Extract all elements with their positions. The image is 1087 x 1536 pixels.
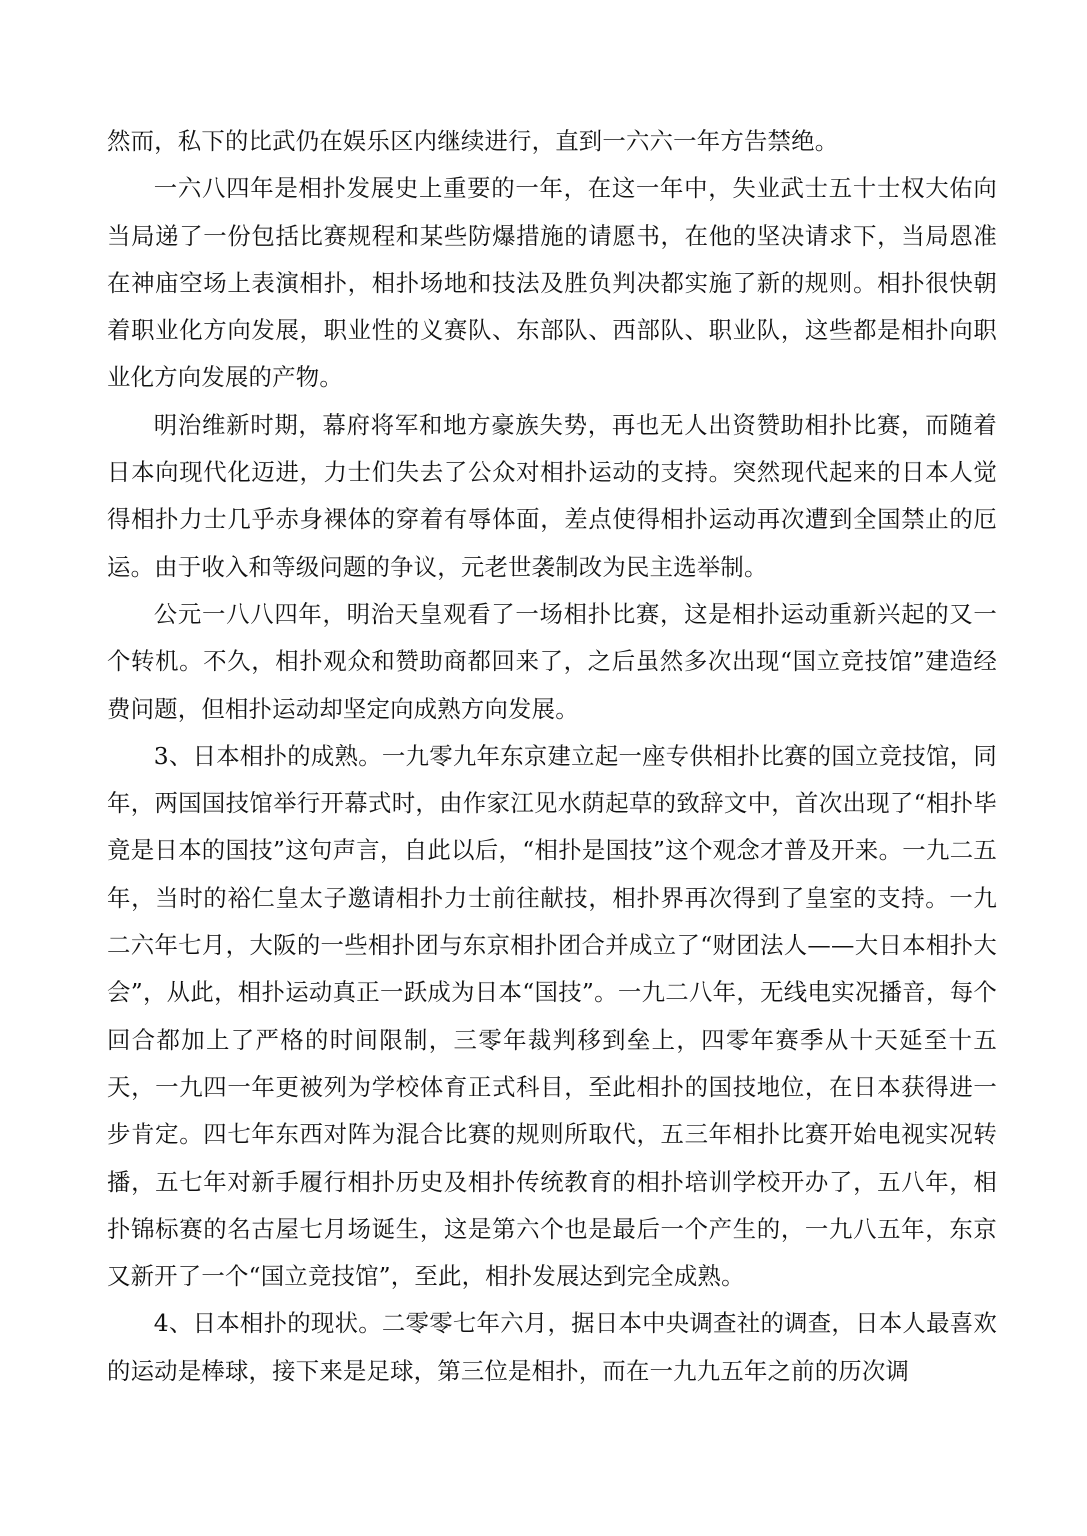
paragraph-3: 明治维新时期，幕府将军和地方豪族失势，再也无人出资赞助相扑比赛，而随着日本向现代化迈进，力士们失去了公众对相扑运动的支持。突然现代起来的日本人觉得相扑力士几乎赤身裸体的穿着有辱体面，差点使得相扑运动再次遭到全国禁止的厄运。由于收入和等级问题的争议，元老世袭制改为民主选举制。	[107, 410, 997, 581]
paragraph-1: 然而，私下的比武仍在娱乐区内继续进行，直到一六六一年方告禁绝。	[107, 127, 839, 155]
paragraph-6: 4、日本相扑的现状。二零零七年六月，据日本中央调查社的调查，日本人最喜欢的运动是棒球，接下来是足球，第三位是相扑，而在一九九五年之前的历次调	[107, 1309, 997, 1385]
paragraph-4: 公元一八八四年，明治天皇观看了一场相扑比赛，这是相扑运动重新兴起的又一个转机。不久，相扑观众和赞助商都回来了，之后虽然多次出现“国立竞技馆”建造经费问题，但相扑运动却坚定向成熟方向发展。	[107, 599, 997, 723]
paragraph-5: 3、日本相扑的成熟。一九零九年东京建立起一座专供相扑比赛的国立竞技馆，同年，两国国技馆举行开幕式时，由作家江见水荫起草的致辞文中，首次出现了“相扑毕竟是日本的国技”这句声言，自此以后，“相扑是国技”这个观念才普及开来。一九二五年，当时的裕仁皇太子邀请相扑力士前往献技，相扑界再次得到了皇室的支持。一九二六年七月，大阪的一些相扑团与东京相扑团合并成立了“财团法人——大日本相扑大会”，从此，相扑运动真正一跃成为日本“国技”。一九二八年，无线电实况播音，每个回合都加上了严格的时间限制，三零年裁判移到垒上，四零年赛季从十天延至十五天，一九四一年更被列为学校体育正式科目，至此相扑的国技地位，在日本获得进一步肯定。四七年东西对阵为混合比赛的规则所取代，五三年相扑比赛开始电视实况转播，五七年对新手履行相扑历史及相扑传统教育的相扑培训学校开办了，五八年，相扑锦标赛的名古屋七月场诞生，这是第六个也是最后一个产生的，一九八五年，东京又新开了一个“国立竞技馆”，至此，相扑发展达到完全成熟。	[107, 741, 997, 1291]
document-body	[107, 118, 997, 1395]
paragraph-2: 一六八四年是相扑发展史上重要的一年，在这一年中，失业武士五十士权大佑向当局递了一份包括比赛规程和某些防爆措施的请愿书，在他的坚决请求下，当局恩准在神庙空场上表演相扑，相扑场地和技法及胜负判决都实施了新的规则。相扑很快朝着职业化方向发展，职业性的义赛队、东部队、西部队、职业队，这些都是相扑向职业化方向发展的产物。	[107, 174, 997, 392]
